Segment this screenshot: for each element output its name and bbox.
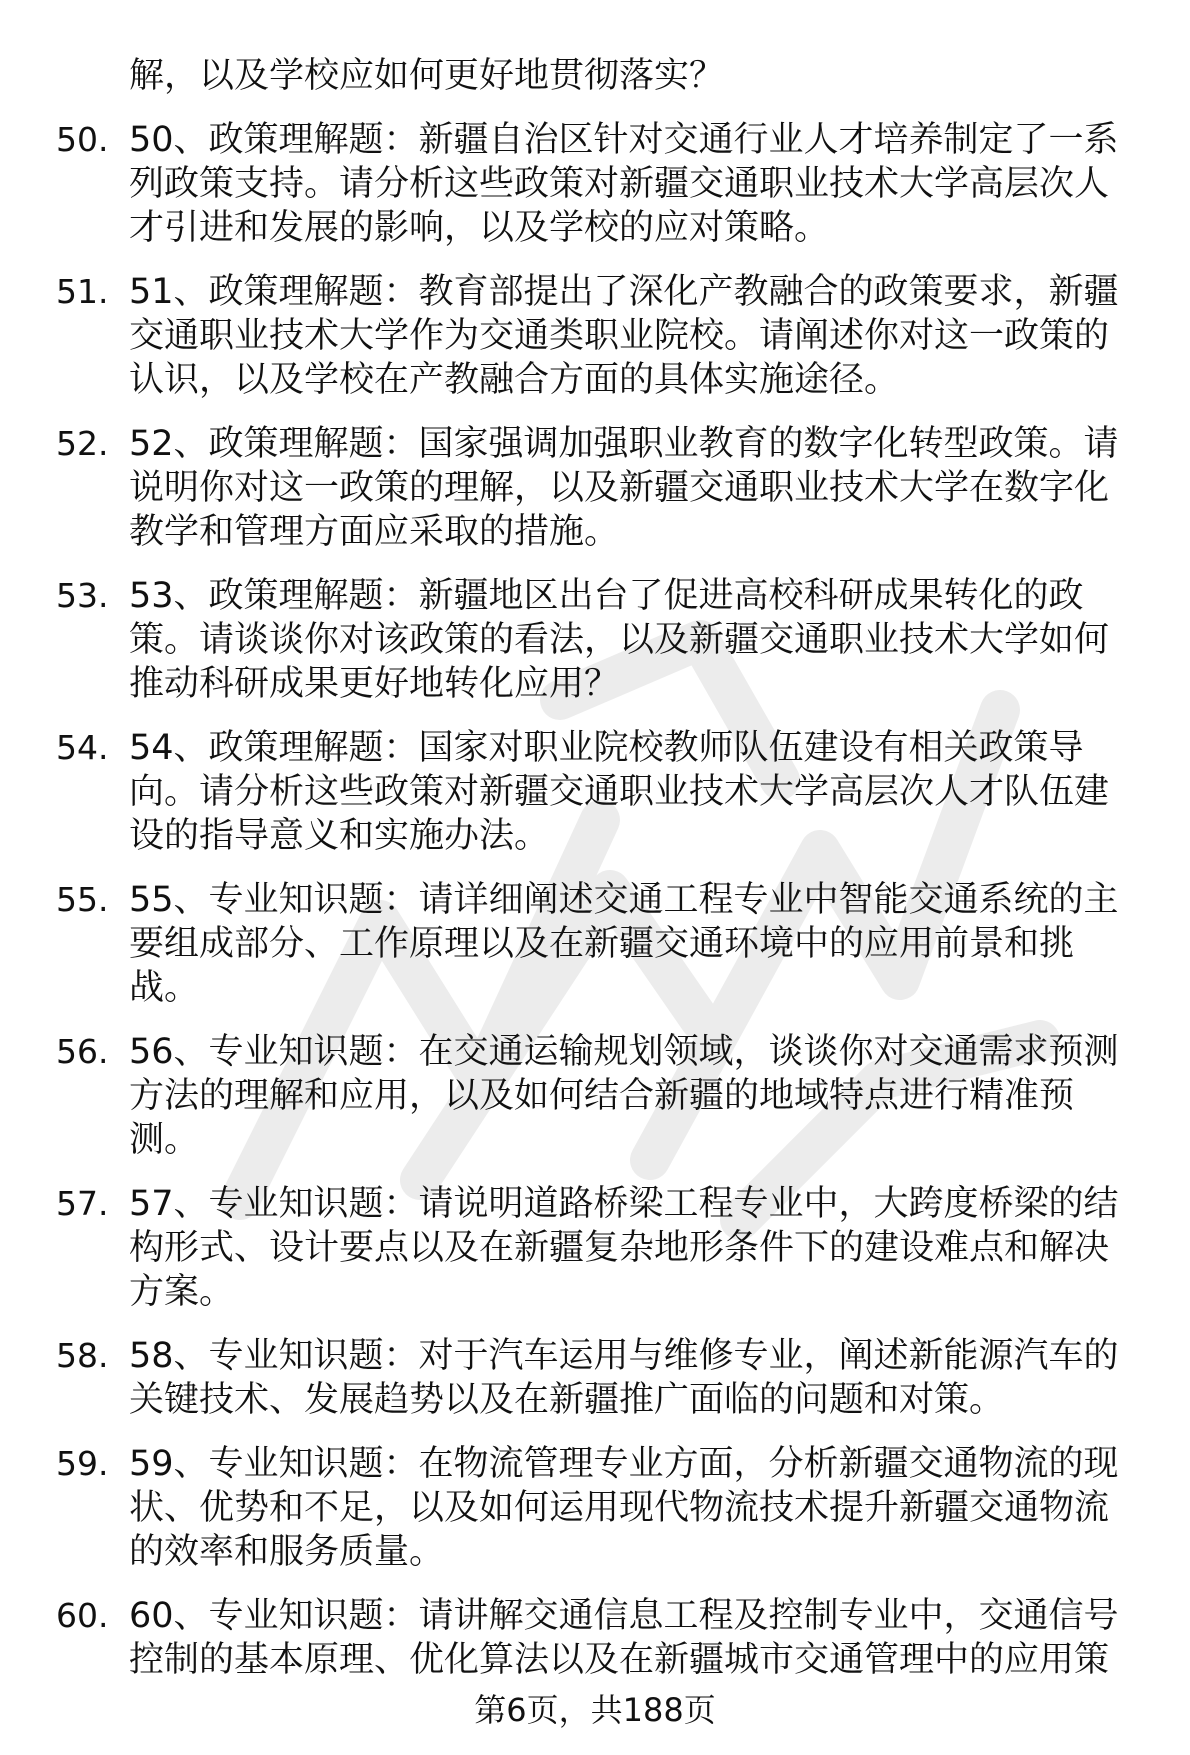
question-text-line: 教学和管理方面应采取的措施。 <box>129 512 620 552</box>
question-text-line: 56、专业知识题：在交通运输规划领域，谈谈你对交通需求预测 <box>129 1032 1119 1072</box>
question-item-57 <box>0 1182 1190 1314</box>
question-number: 52. <box>56 424 109 463</box>
question-text-line: 方案。 <box>129 1272 235 1312</box>
question-item-54 <box>0 726 1190 858</box>
question-text-line: 列政策支持。请分析这些政策对新疆交通职业技术大学高层次人 <box>129 164 1110 204</box>
question-text-line: 控制的基本原理、优化算法以及在新疆城市交通管理中的应用策 <box>129 1640 1110 1680</box>
continuation-text: 解，以及学校应如何更好地贯彻落实？ <box>129 56 725 96</box>
question-text-line: 认识，以及学校在产教融合方面的具体实施途径。 <box>129 360 900 400</box>
question-item-52 <box>0 422 1190 554</box>
question-text-line: 向。请分析这些政策对新疆交通职业技术大学高层次人才队伍建 <box>129 772 1110 812</box>
question-text-line: 54、政策理解题：国家对职业院校教师队伍建设有相关政策导 <box>129 728 1084 768</box>
question-number: 58. <box>56 1336 109 1375</box>
question-item-56 <box>0 1030 1190 1162</box>
question-list <box>0 118 1190 1702</box>
question-text-line: 51、政策理解题：教育部提出了深化产教融合的政策要求，新疆 <box>129 272 1119 312</box>
question-text-line: 60、专业知识题：请讲解交通信息工程及控制专业中，交通信号 <box>129 1596 1119 1636</box>
question-text-line: 关键技术、发展趋势以及在新疆推广面临的问题和对策。 <box>129 1380 1005 1420</box>
question-text-line: 策。请谈谈你对该政策的看法，以及新疆交通职业技术大学如何 <box>129 620 1110 660</box>
question-text-line: 的效率和服务质量。 <box>129 1532 445 1572</box>
question-item-59 <box>0 1442 1190 1574</box>
question-item-51 <box>0 270 1190 402</box>
question-item-50 <box>0 118 1190 250</box>
question-item-58 <box>0 1334 1190 1422</box>
question-text-line: 59、专业知识题：在物流管理专业方面，分析新疆交通物流的现 <box>129 1444 1119 1484</box>
question-number: 53. <box>56 576 109 615</box>
question-text-line: 战。 <box>129 968 200 1008</box>
question-number: 57. <box>56 1184 109 1223</box>
question-number: 56. <box>56 1032 109 1071</box>
question-number: 50. <box>56 120 109 159</box>
question-text-line: 57、专业知识题：请说明道路桥梁工程专业中，大跨度桥梁的结 <box>129 1184 1119 1224</box>
question-text-line: 53、政策理解题：新疆地区出台了促进高校科研成果转化的政 <box>129 576 1084 616</box>
question-text-line: 状、优势和不足，以及如何运用现代物流技术提升新疆交通物流 <box>129 1488 1110 1528</box>
question-text-line: 50、政策理解题：新疆自治区针对交通行业人才培养制定了一系 <box>129 120 1119 160</box>
question-text-line: 交通职业技术大学作为交通类职业院校。请阐述你对这一政策的 <box>129 316 1110 356</box>
question-text-line: 测。 <box>129 1120 200 1160</box>
question-number: 51. <box>56 272 109 311</box>
question-item-60 <box>0 1594 1190 1682</box>
question-number: 54. <box>56 728 109 767</box>
question-text-line: 设的指导意义和实施办法。 <box>129 816 550 856</box>
question-number: 60. <box>56 1596 109 1635</box>
question-text-line: 方法的理解和应用，以及如何结合新疆的地域特点进行精准预 <box>129 1076 1075 1116</box>
question-text-line: 55、专业知识题：请详细阐述交通工程专业中智能交通系统的主 <box>129 880 1119 920</box>
question-text-line: 构形式、设计要点以及在新疆复杂地形条件下的建设难点和解决 <box>129 1228 1110 1268</box>
question-item-55 <box>0 878 1190 1010</box>
question-item-53 <box>0 574 1190 706</box>
question-text-line: 58、专业知识题：对于汽车运用与维修专业，阐述新能源汽车的 <box>129 1336 1119 1376</box>
question-text-line: 要组成部分、工作原理以及在新疆交通环境中的应用前景和挑 <box>129 924 1075 964</box>
question-text-line: 说明你对这一政策的理解，以及新疆交通职业技术大学在数字化 <box>129 468 1110 508</box>
page-footer: 第6页，共188页 <box>474 1691 716 1729</box>
question-text-line: 推动科研成果更好地转化应用？ <box>129 664 620 704</box>
question-text-line: 才引进和发展的影响，以及学校的应对策略。 <box>129 208 830 248</box>
question-text-line: 52、政策理解题：国家强调加强职业教育的数字化转型政策。请 <box>129 424 1119 464</box>
question-number: 55. <box>56 880 109 919</box>
question-number: 59. <box>56 1444 109 1483</box>
